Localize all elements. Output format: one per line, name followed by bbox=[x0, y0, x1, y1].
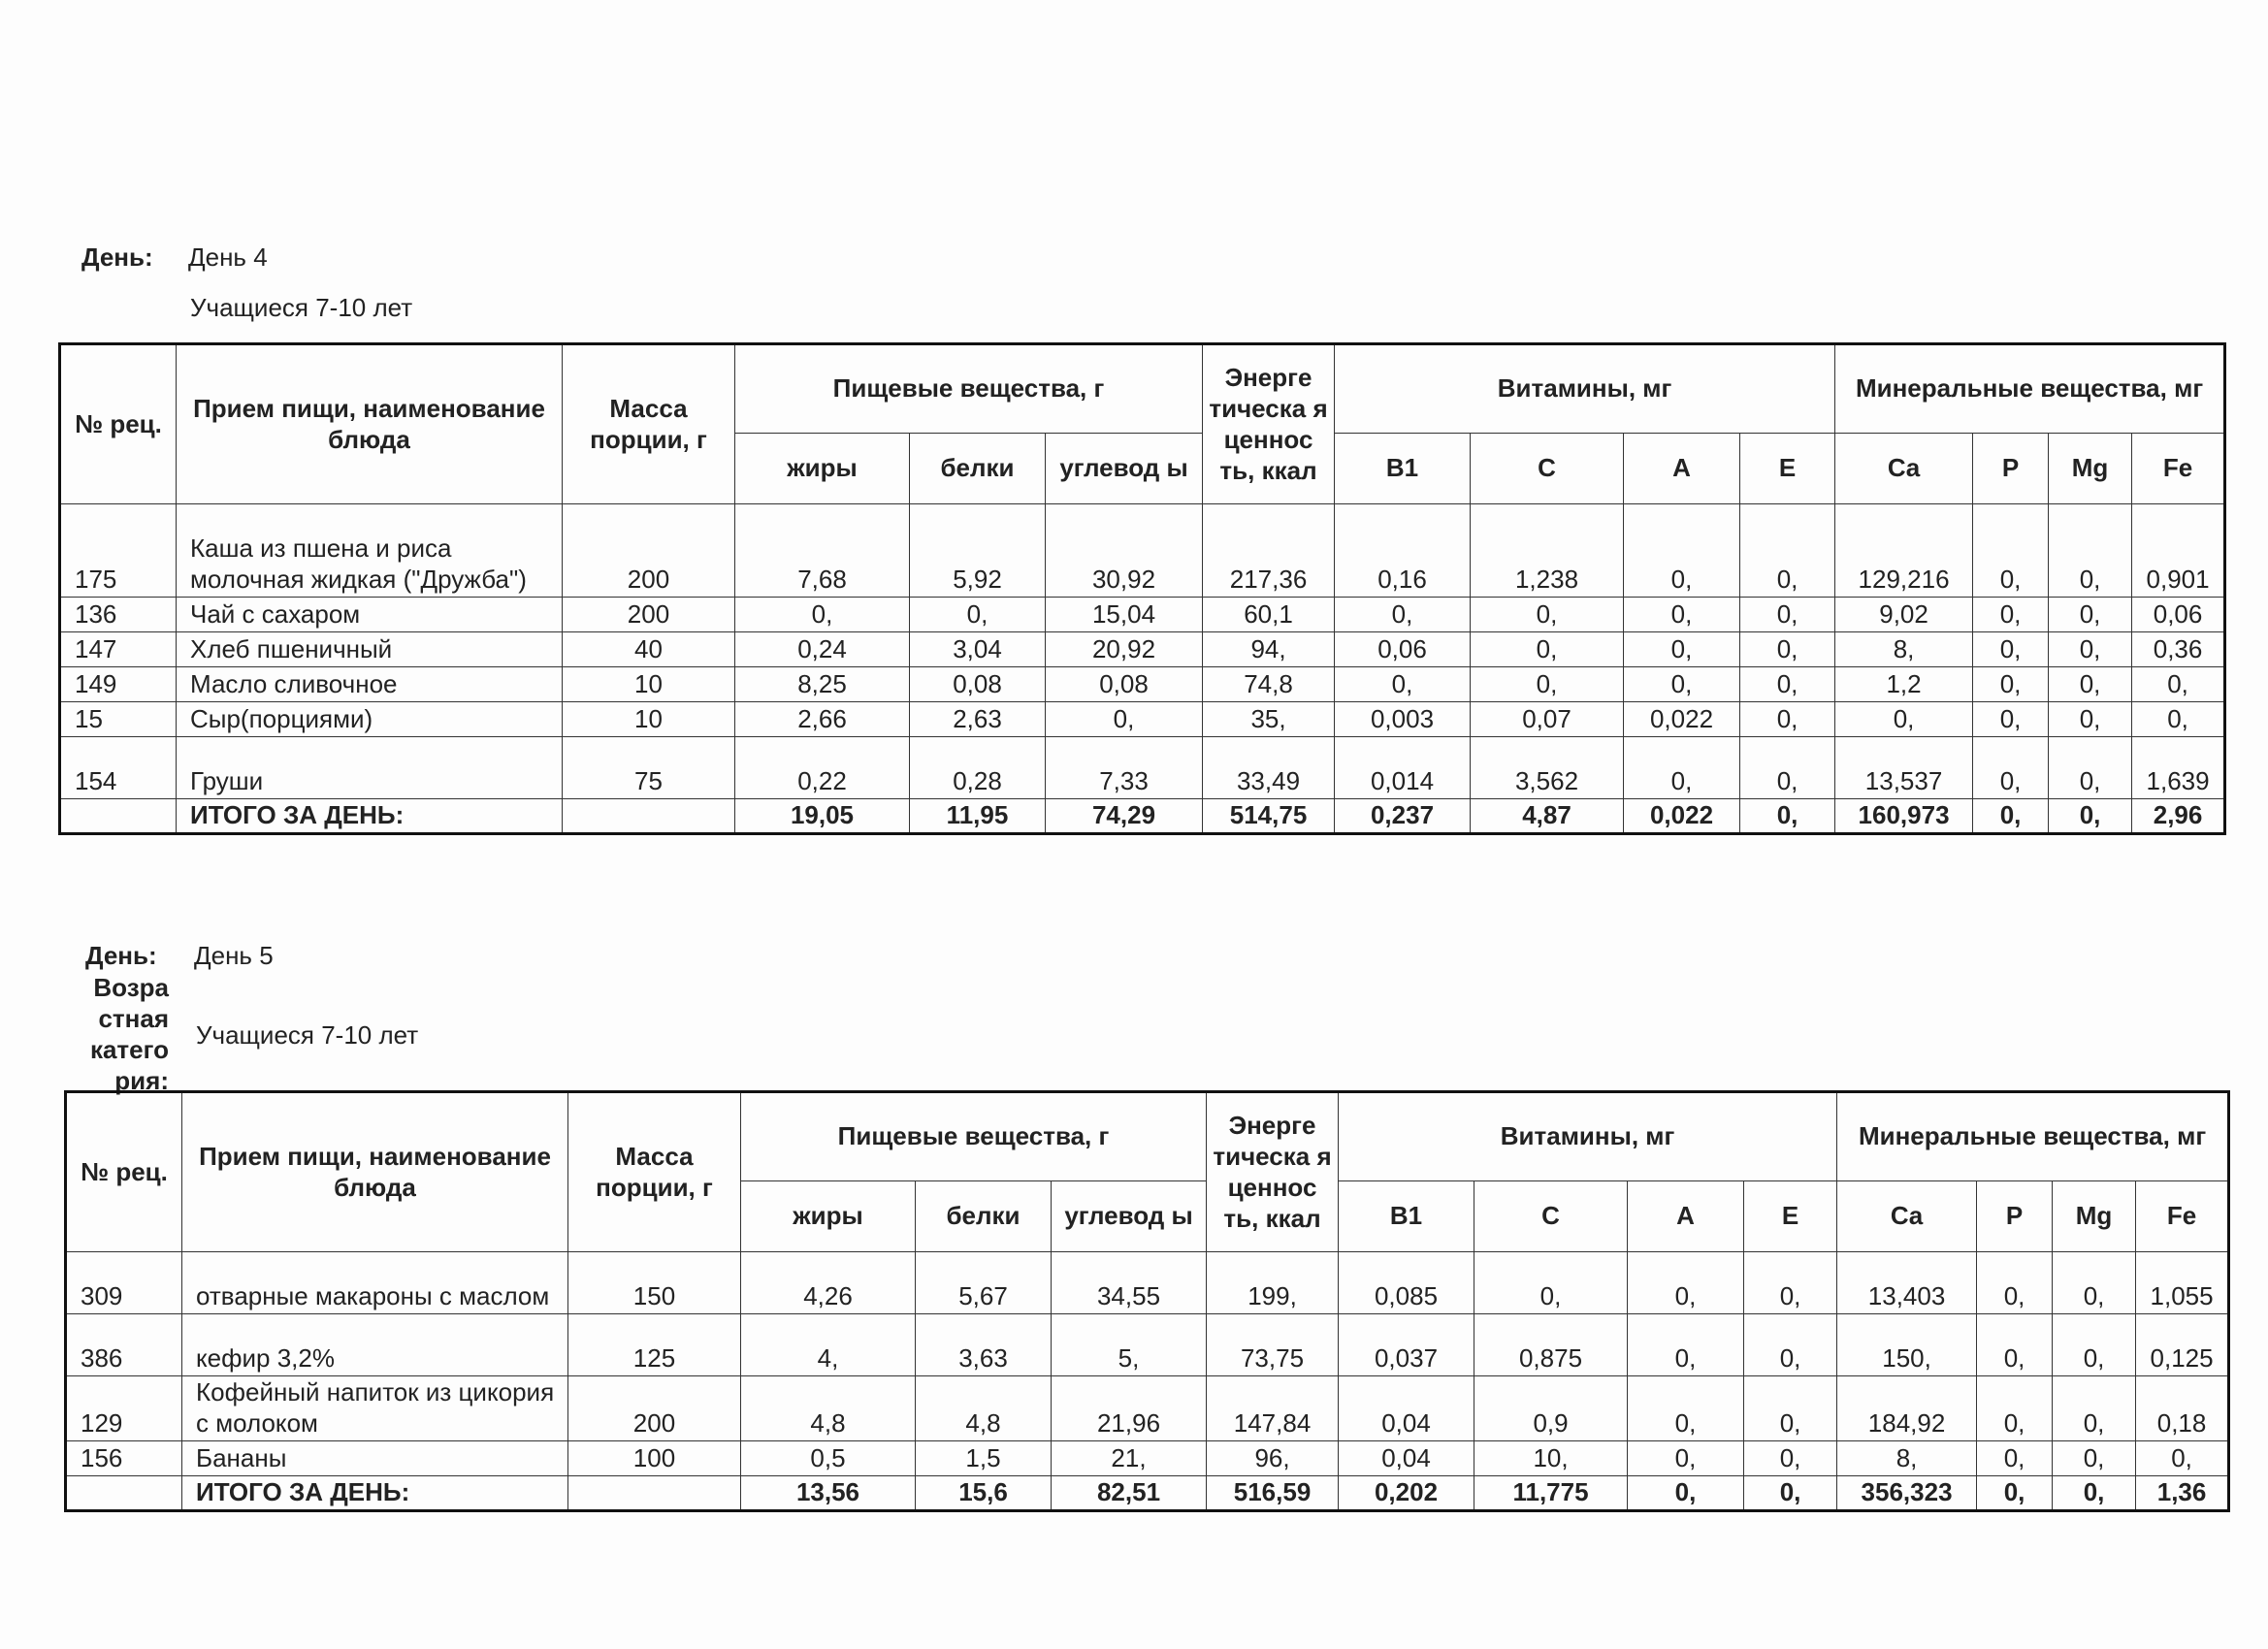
cell-a: 0, bbox=[1624, 737, 1740, 799]
col-ca: Ca bbox=[1837, 1181, 1977, 1252]
cell-ca: 13,403 bbox=[1837, 1252, 1977, 1314]
col-num: № рец. bbox=[66, 1092, 182, 1252]
cell-energy: 147,84 bbox=[1207, 1376, 1339, 1441]
cell-name: Хлеб пшеничный bbox=[177, 632, 563, 667]
cell-c: 1,238 bbox=[1471, 504, 1624, 598]
cell-name: Сыр(порциями) bbox=[177, 702, 563, 737]
cell-p: 0, bbox=[1973, 702, 2049, 737]
cell-c: 3,562 bbox=[1471, 737, 1624, 799]
cell-ca: 8, bbox=[1837, 1441, 1977, 1476]
cell-p: 0, bbox=[1977, 1441, 2053, 1476]
cell-name: Масло сливочное bbox=[177, 667, 563, 702]
col-a: А bbox=[1624, 434, 1740, 504]
cell-name: Чай с сахаром bbox=[177, 598, 563, 632]
cell-fat: 4,8 bbox=[741, 1376, 916, 1441]
col-minerals: Минеральные вещества, мг bbox=[1837, 1092, 2229, 1181]
cell-b1: 0,014 bbox=[1335, 737, 1471, 799]
cell-fe: 0, bbox=[2136, 1441, 2229, 1476]
cell-carbs: 30,92 bbox=[1046, 504, 1203, 598]
cell-c: 0, bbox=[1471, 632, 1624, 667]
col-e: Е bbox=[1744, 1181, 1837, 1252]
cell-ca: 9,02 bbox=[1835, 598, 1973, 632]
cell-energy: 516,59 bbox=[1207, 1476, 1339, 1511]
cell-fat: 7,68 bbox=[735, 504, 910, 598]
cell-num: 136 bbox=[60, 598, 177, 632]
cell-a: 0,022 bbox=[1624, 702, 1740, 737]
col-energy: Энерге тическа я ценнос ть, ккал bbox=[1207, 1092, 1339, 1252]
cell-b1: 0,237 bbox=[1335, 799, 1471, 834]
cell-fat: 8,25 bbox=[735, 667, 910, 702]
cell-carbs: 5, bbox=[1052, 1314, 1207, 1376]
cell-fat: 13,56 bbox=[741, 1476, 916, 1511]
cell-protein: 2,63 bbox=[910, 702, 1046, 737]
cell-b1: 0,04 bbox=[1339, 1376, 1474, 1441]
cell-name: Груши bbox=[177, 737, 563, 799]
cell-a: 0, bbox=[1628, 1476, 1744, 1511]
cell-mass: 10 bbox=[563, 667, 735, 702]
day4-day-value: День 4 bbox=[188, 242, 268, 272]
cell-ca: 13,537 bbox=[1835, 737, 1973, 799]
cell-ca: 356,323 bbox=[1837, 1476, 1977, 1511]
cell-carbs: 21,96 bbox=[1052, 1376, 1207, 1441]
cell-a: 0, bbox=[1624, 504, 1740, 598]
table-row bbox=[66, 1376, 2229, 1441]
cell-e: 0, bbox=[1740, 632, 1835, 667]
cell-protein: 3,04 bbox=[910, 632, 1046, 667]
cell-fat: 19,05 bbox=[735, 799, 910, 834]
cell-energy: 73,75 bbox=[1207, 1314, 1339, 1376]
col-e: Е bbox=[1740, 434, 1835, 504]
col-mass: Масса порции, г bbox=[568, 1092, 741, 1252]
cell-energy: 94, bbox=[1203, 632, 1335, 667]
cell-mg: 0, bbox=[2053, 1476, 2136, 1511]
col-ca: Ca bbox=[1835, 434, 1973, 504]
cell-b1: 0, bbox=[1335, 667, 1471, 702]
total-row bbox=[66, 1476, 2229, 1511]
cell-e: 0, bbox=[1744, 1441, 1837, 1476]
cell-e: 0, bbox=[1740, 799, 1835, 834]
cell-name: ИТОГО ЗА ДЕНЬ: bbox=[177, 799, 563, 834]
cell-mass: 10 bbox=[563, 702, 735, 737]
col-minerals: Минеральные вещества, мг bbox=[1835, 344, 2225, 434]
cell-ca: 160,973 bbox=[1835, 799, 1973, 834]
cell-e: 0, bbox=[1740, 702, 1835, 737]
col-protein: белки bbox=[910, 434, 1046, 504]
cell-energy: 217,36 bbox=[1203, 504, 1335, 598]
col-mass: Масса порции, г bbox=[563, 344, 735, 504]
cell-mg: 0, bbox=[2053, 1314, 2136, 1376]
cell-protein: 15,6 bbox=[916, 1476, 1052, 1511]
cell-ca: 129,216 bbox=[1835, 504, 1973, 598]
cell-p: 0, bbox=[1973, 799, 2049, 834]
cell-mass: 200 bbox=[568, 1376, 741, 1441]
table-row bbox=[66, 1252, 2229, 1314]
table-row bbox=[60, 667, 2225, 702]
cell-carbs: 74,29 bbox=[1046, 799, 1203, 834]
cell-num: 15 bbox=[60, 702, 177, 737]
cell-fe: 0,901 bbox=[2132, 504, 2225, 598]
cell-a: 0,022 bbox=[1624, 799, 1740, 834]
cell-e: 0, bbox=[1740, 504, 1835, 598]
cell-carbs: 82,51 bbox=[1052, 1476, 1207, 1511]
cell-fat: 0, bbox=[735, 598, 910, 632]
cell-a: 0, bbox=[1624, 598, 1740, 632]
cell-p: 0, bbox=[1973, 667, 2049, 702]
cell-num: 386 bbox=[66, 1314, 182, 1376]
cell-protein: 11,95 bbox=[910, 799, 1046, 834]
cell-fe: 0,18 bbox=[2136, 1376, 2229, 1441]
day4-day-label: День: bbox=[81, 242, 153, 272]
cell-energy: 199, bbox=[1207, 1252, 1339, 1314]
cell-c: 0,9 bbox=[1474, 1376, 1628, 1441]
cell-num: 309 bbox=[66, 1252, 182, 1314]
cell-fat: 4,26 bbox=[741, 1252, 916, 1314]
cell-fat: 4, bbox=[741, 1314, 916, 1376]
cell-fat: 2,66 bbox=[735, 702, 910, 737]
cell-c: 0,875 bbox=[1474, 1314, 1628, 1376]
cell-c: 10, bbox=[1474, 1441, 1628, 1476]
cell-p: 0, bbox=[1977, 1252, 2053, 1314]
cell-mass bbox=[563, 799, 735, 834]
cell-b1: 0,06 bbox=[1335, 632, 1471, 667]
cell-mass: 150 bbox=[568, 1252, 741, 1314]
cell-mg: 0, bbox=[2049, 632, 2132, 667]
cell-num: 129 bbox=[66, 1376, 182, 1441]
cell-num bbox=[60, 799, 177, 834]
cell-energy: 33,49 bbox=[1203, 737, 1335, 799]
cell-fe: 0, bbox=[2132, 667, 2225, 702]
cell-num: 154 bbox=[60, 737, 177, 799]
day5-category: Учащиеся 7-10 лет bbox=[196, 1020, 419, 1050]
cell-b1: 0,202 bbox=[1339, 1476, 1474, 1511]
col-fat: жиры bbox=[735, 434, 910, 504]
cell-fe: 0,36 bbox=[2132, 632, 2225, 667]
cell-c: 0, bbox=[1471, 667, 1624, 702]
col-carbs: углевод ы bbox=[1052, 1181, 1207, 1252]
cell-p: 0, bbox=[1973, 504, 2049, 598]
cell-mg: 0, bbox=[2049, 799, 2132, 834]
cell-p: 0, bbox=[1973, 632, 2049, 667]
cell-fe: 1,639 bbox=[2132, 737, 2225, 799]
cell-mass: 75 bbox=[563, 737, 735, 799]
total-row bbox=[60, 799, 2225, 834]
cell-b1: 0,003 bbox=[1335, 702, 1471, 737]
cell-energy: 514,75 bbox=[1203, 799, 1335, 834]
cell-e: 0, bbox=[1740, 737, 1835, 799]
day5-menu-table bbox=[64, 1090, 2230, 1512]
cell-energy: 74,8 bbox=[1203, 667, 1335, 702]
cell-p: 0, bbox=[1973, 737, 2049, 799]
cell-mg: 0, bbox=[2049, 598, 2132, 632]
col-b1: В1 bbox=[1335, 434, 1471, 504]
col-name: Прием пищи, наименование блюда bbox=[177, 344, 563, 504]
cell-num: 147 bbox=[60, 632, 177, 667]
day5-day-label: День: bbox=[85, 941, 157, 970]
cell-mg: 0, bbox=[2049, 702, 2132, 737]
cell-mass bbox=[568, 1476, 741, 1511]
col-nutrients: Пищевые вещества, г bbox=[741, 1092, 1207, 1181]
cell-carbs: 0,08 bbox=[1046, 667, 1203, 702]
cell-protein: 0,28 bbox=[910, 737, 1046, 799]
cell-carbs: 34,55 bbox=[1052, 1252, 1207, 1314]
cell-c: 0, bbox=[1471, 598, 1624, 632]
cell-mg: 0, bbox=[2053, 1252, 2136, 1314]
cell-protein: 4,8 bbox=[916, 1376, 1052, 1441]
cell-e: 0, bbox=[1740, 598, 1835, 632]
cell-fe: 0,125 bbox=[2136, 1314, 2229, 1376]
cell-name: ИТОГО ЗА ДЕНЬ: bbox=[182, 1476, 568, 1511]
table-row bbox=[60, 702, 2225, 737]
cell-p: 0, bbox=[1977, 1314, 2053, 1376]
table-row bbox=[66, 1314, 2229, 1376]
cell-ca: 150, bbox=[1837, 1314, 1977, 1376]
table-row bbox=[60, 737, 2225, 799]
cell-mass: 40 bbox=[563, 632, 735, 667]
table-row bbox=[60, 598, 2225, 632]
cell-p: 0, bbox=[1973, 598, 2049, 632]
cell-name: отварные макароны с маслом bbox=[182, 1252, 568, 1314]
col-fe: Fe bbox=[2132, 434, 2225, 504]
cell-c: 11,775 bbox=[1474, 1476, 1628, 1511]
col-name: Прием пищи, наименование блюда bbox=[182, 1092, 568, 1252]
cell-mg: 0, bbox=[2053, 1441, 2136, 1476]
col-fe: Fe bbox=[2136, 1181, 2229, 1252]
col-fat: жиры bbox=[741, 1181, 916, 1252]
cell-num: 156 bbox=[66, 1441, 182, 1476]
cell-num bbox=[66, 1476, 182, 1511]
cell-ca: 0, bbox=[1835, 702, 1973, 737]
day4-category: Учащиеся 7-10 лет bbox=[190, 293, 413, 322]
cell-fe: 0,06 bbox=[2132, 598, 2225, 632]
cell-b1: 0, bbox=[1335, 598, 1471, 632]
cell-p: 0, bbox=[1977, 1376, 2053, 1441]
col-mg: Mg bbox=[2049, 434, 2132, 504]
cell-ca: 1,2 bbox=[1835, 667, 1973, 702]
cell-b1: 0,037 bbox=[1339, 1314, 1474, 1376]
cell-e: 0, bbox=[1740, 667, 1835, 702]
cell-fe: 1,055 bbox=[2136, 1252, 2229, 1314]
cell-c: 0,07 bbox=[1471, 702, 1624, 737]
cell-mass: 200 bbox=[563, 598, 735, 632]
cell-protein: 0,08 bbox=[910, 667, 1046, 702]
col-c: С bbox=[1474, 1181, 1628, 1252]
col-vitamins: Витамины, мг bbox=[1339, 1092, 1837, 1181]
cell-a: 0, bbox=[1624, 632, 1740, 667]
cell-protein: 1,5 bbox=[916, 1441, 1052, 1476]
cell-e: 0, bbox=[1744, 1376, 1837, 1441]
col-p: P bbox=[1973, 434, 2049, 504]
cell-num: 175 bbox=[60, 504, 177, 598]
cell-p: 0, bbox=[1977, 1476, 2053, 1511]
cell-a: 0, bbox=[1624, 667, 1740, 702]
cell-fe: 0, bbox=[2132, 702, 2225, 737]
col-mg: Mg bbox=[2053, 1181, 2136, 1252]
col-p: P bbox=[1977, 1181, 2053, 1252]
cell-e: 0, bbox=[1744, 1314, 1837, 1376]
cell-mg: 0, bbox=[2053, 1376, 2136, 1441]
cell-mass: 125 bbox=[568, 1314, 741, 1376]
cell-a: 0, bbox=[1628, 1314, 1744, 1376]
cell-protein: 5,92 bbox=[910, 504, 1046, 598]
cell-a: 0, bbox=[1628, 1252, 1744, 1314]
table-row bbox=[60, 504, 2225, 598]
cell-ca: 8, bbox=[1835, 632, 1973, 667]
cell-e: 0, bbox=[1744, 1476, 1837, 1511]
table-row bbox=[60, 632, 2225, 667]
col-carbs: углевод ы bbox=[1046, 434, 1203, 504]
cell-protein: 0, bbox=[910, 598, 1046, 632]
cell-mg: 0, bbox=[2049, 504, 2132, 598]
col-num: № рец. bbox=[60, 344, 177, 504]
day4-menu-table bbox=[58, 342, 2226, 835]
cell-mg: 0, bbox=[2049, 667, 2132, 702]
cell-ca: 184,92 bbox=[1837, 1376, 1977, 1441]
cell-b1: 0,085 bbox=[1339, 1252, 1474, 1314]
cell-energy: 60,1 bbox=[1203, 598, 1335, 632]
cell-a: 0, bbox=[1628, 1441, 1744, 1476]
cell-b1: 0,16 bbox=[1335, 504, 1471, 598]
cell-carbs: 0, bbox=[1046, 702, 1203, 737]
cell-protein: 5,67 bbox=[916, 1252, 1052, 1314]
col-vitamins: Витамины, мг bbox=[1335, 344, 1835, 434]
cell-mass: 100 bbox=[568, 1441, 741, 1476]
col-a: А bbox=[1628, 1181, 1744, 1252]
col-protein: белки bbox=[916, 1181, 1052, 1252]
cell-a: 0, bbox=[1628, 1376, 1744, 1441]
table-row bbox=[66, 1441, 2229, 1476]
cell-mg: 0, bbox=[2049, 737, 2132, 799]
cell-c: 4,87 bbox=[1471, 799, 1624, 834]
day5-day-value: День 5 bbox=[194, 941, 274, 970]
cell-name: Бананы bbox=[182, 1441, 568, 1476]
cell-carbs: 21, bbox=[1052, 1441, 1207, 1476]
col-energy: Энерге тическа я ценнос ть, ккал bbox=[1203, 344, 1335, 504]
cell-name: Каша из пшена и риса молочная жидкая ("Дружба") bbox=[177, 504, 563, 598]
cell-carbs: 15,04 bbox=[1046, 598, 1203, 632]
cell-carbs: 20,92 bbox=[1046, 632, 1203, 667]
col-c: С bbox=[1471, 434, 1624, 504]
cell-fe: 2,96 bbox=[2132, 799, 2225, 834]
cell-fat: 0,22 bbox=[735, 737, 910, 799]
cell-fat: 0,5 bbox=[741, 1441, 916, 1476]
col-b1: В1 bbox=[1339, 1181, 1474, 1252]
cell-carbs: 7,33 bbox=[1046, 737, 1203, 799]
col-nutrients: Пищевые вещества, г bbox=[735, 344, 1203, 434]
cell-fat: 0,24 bbox=[735, 632, 910, 667]
day5-category-label: Возра стная катего рия: bbox=[89, 973, 169, 1095]
cell-energy: 96, bbox=[1207, 1441, 1339, 1476]
cell-e: 0, bbox=[1744, 1252, 1837, 1314]
cell-num: 149 bbox=[60, 667, 177, 702]
cell-name: кефир 3,2% bbox=[182, 1314, 568, 1376]
cell-c: 0, bbox=[1474, 1252, 1628, 1314]
cell-energy: 35, bbox=[1203, 702, 1335, 737]
cell-mass: 200 bbox=[563, 504, 735, 598]
cell-name: Кофейный напиток из цикория с молоком bbox=[182, 1376, 568, 1441]
cell-protein: 3,63 bbox=[916, 1314, 1052, 1376]
cell-fe: 1,36 bbox=[2136, 1476, 2229, 1511]
cell-b1: 0,04 bbox=[1339, 1441, 1474, 1476]
